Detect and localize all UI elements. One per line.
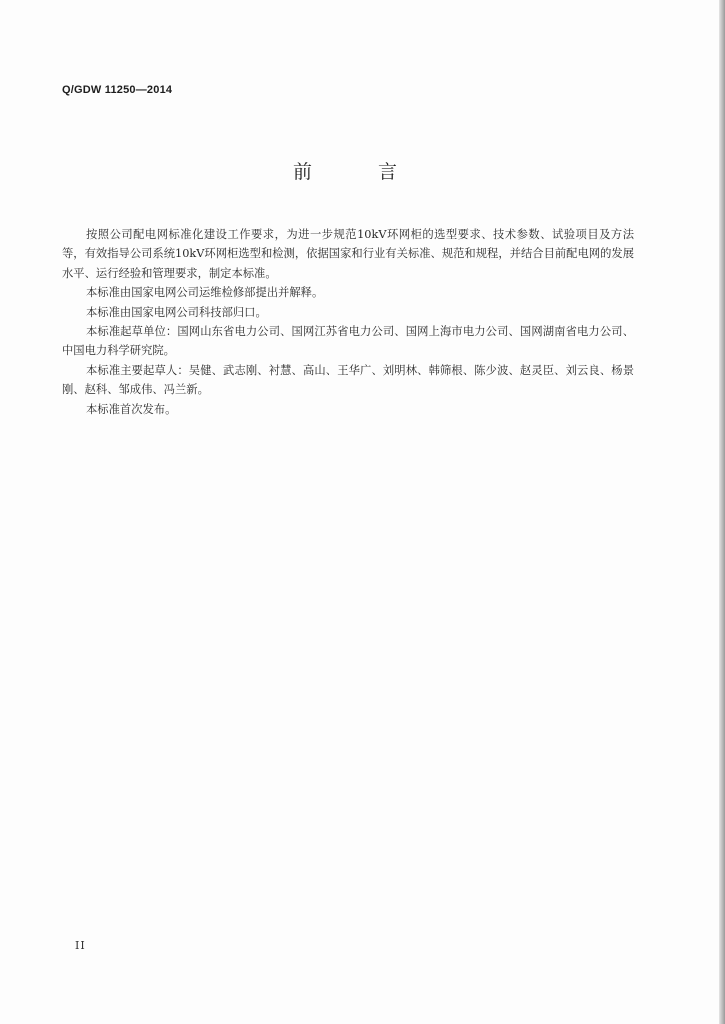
page-number: II (75, 939, 86, 952)
foreword-body (62, 225, 634, 419)
foreword-paragraph: 本标准由国家电网公司运维检修部提出并解释。 (86, 286, 324, 300)
foreword-paragraph: 本标准起草单位：国网山东省电力公司、国网江苏省电力公司、国网上海市电力公司、国网湖南省电力公司、中国电力科学研究院。 (62, 325, 634, 358)
foreword-paragraph: 按照公司配电网标准化建设工作要求，为进一步规范10kV环网柜的选型要求、技术参数、试验项目及方法等，有效指导公司系统10kV环网柜选型和检测，依据国家和行业有关标准、规范和规程，并结合目前配电网的发展水平、运行经验和管理要求，制定本标准。 (62, 228, 634, 280)
foreword-paragraph: 本标准由国家电网公司科技部归口。 (86, 305, 267, 319)
scan-edge-shadow (719, 0, 725, 1024)
foreword-paragraph: 本标准主要起草人：吴健、武志刚、衬慧、高山、王华广、刘明林、韩筛根、陈少波、赵灵臣、刘云良、杨景刚、赵科、邹成伟、冯兰新。 (62, 363, 634, 397)
foreword-paragraph: 本标准首次发布。 (86, 402, 177, 416)
page-title: 前言 (292, 161, 463, 183)
standard-code: Q/GDW 11250—2014 (62, 84, 173, 96)
